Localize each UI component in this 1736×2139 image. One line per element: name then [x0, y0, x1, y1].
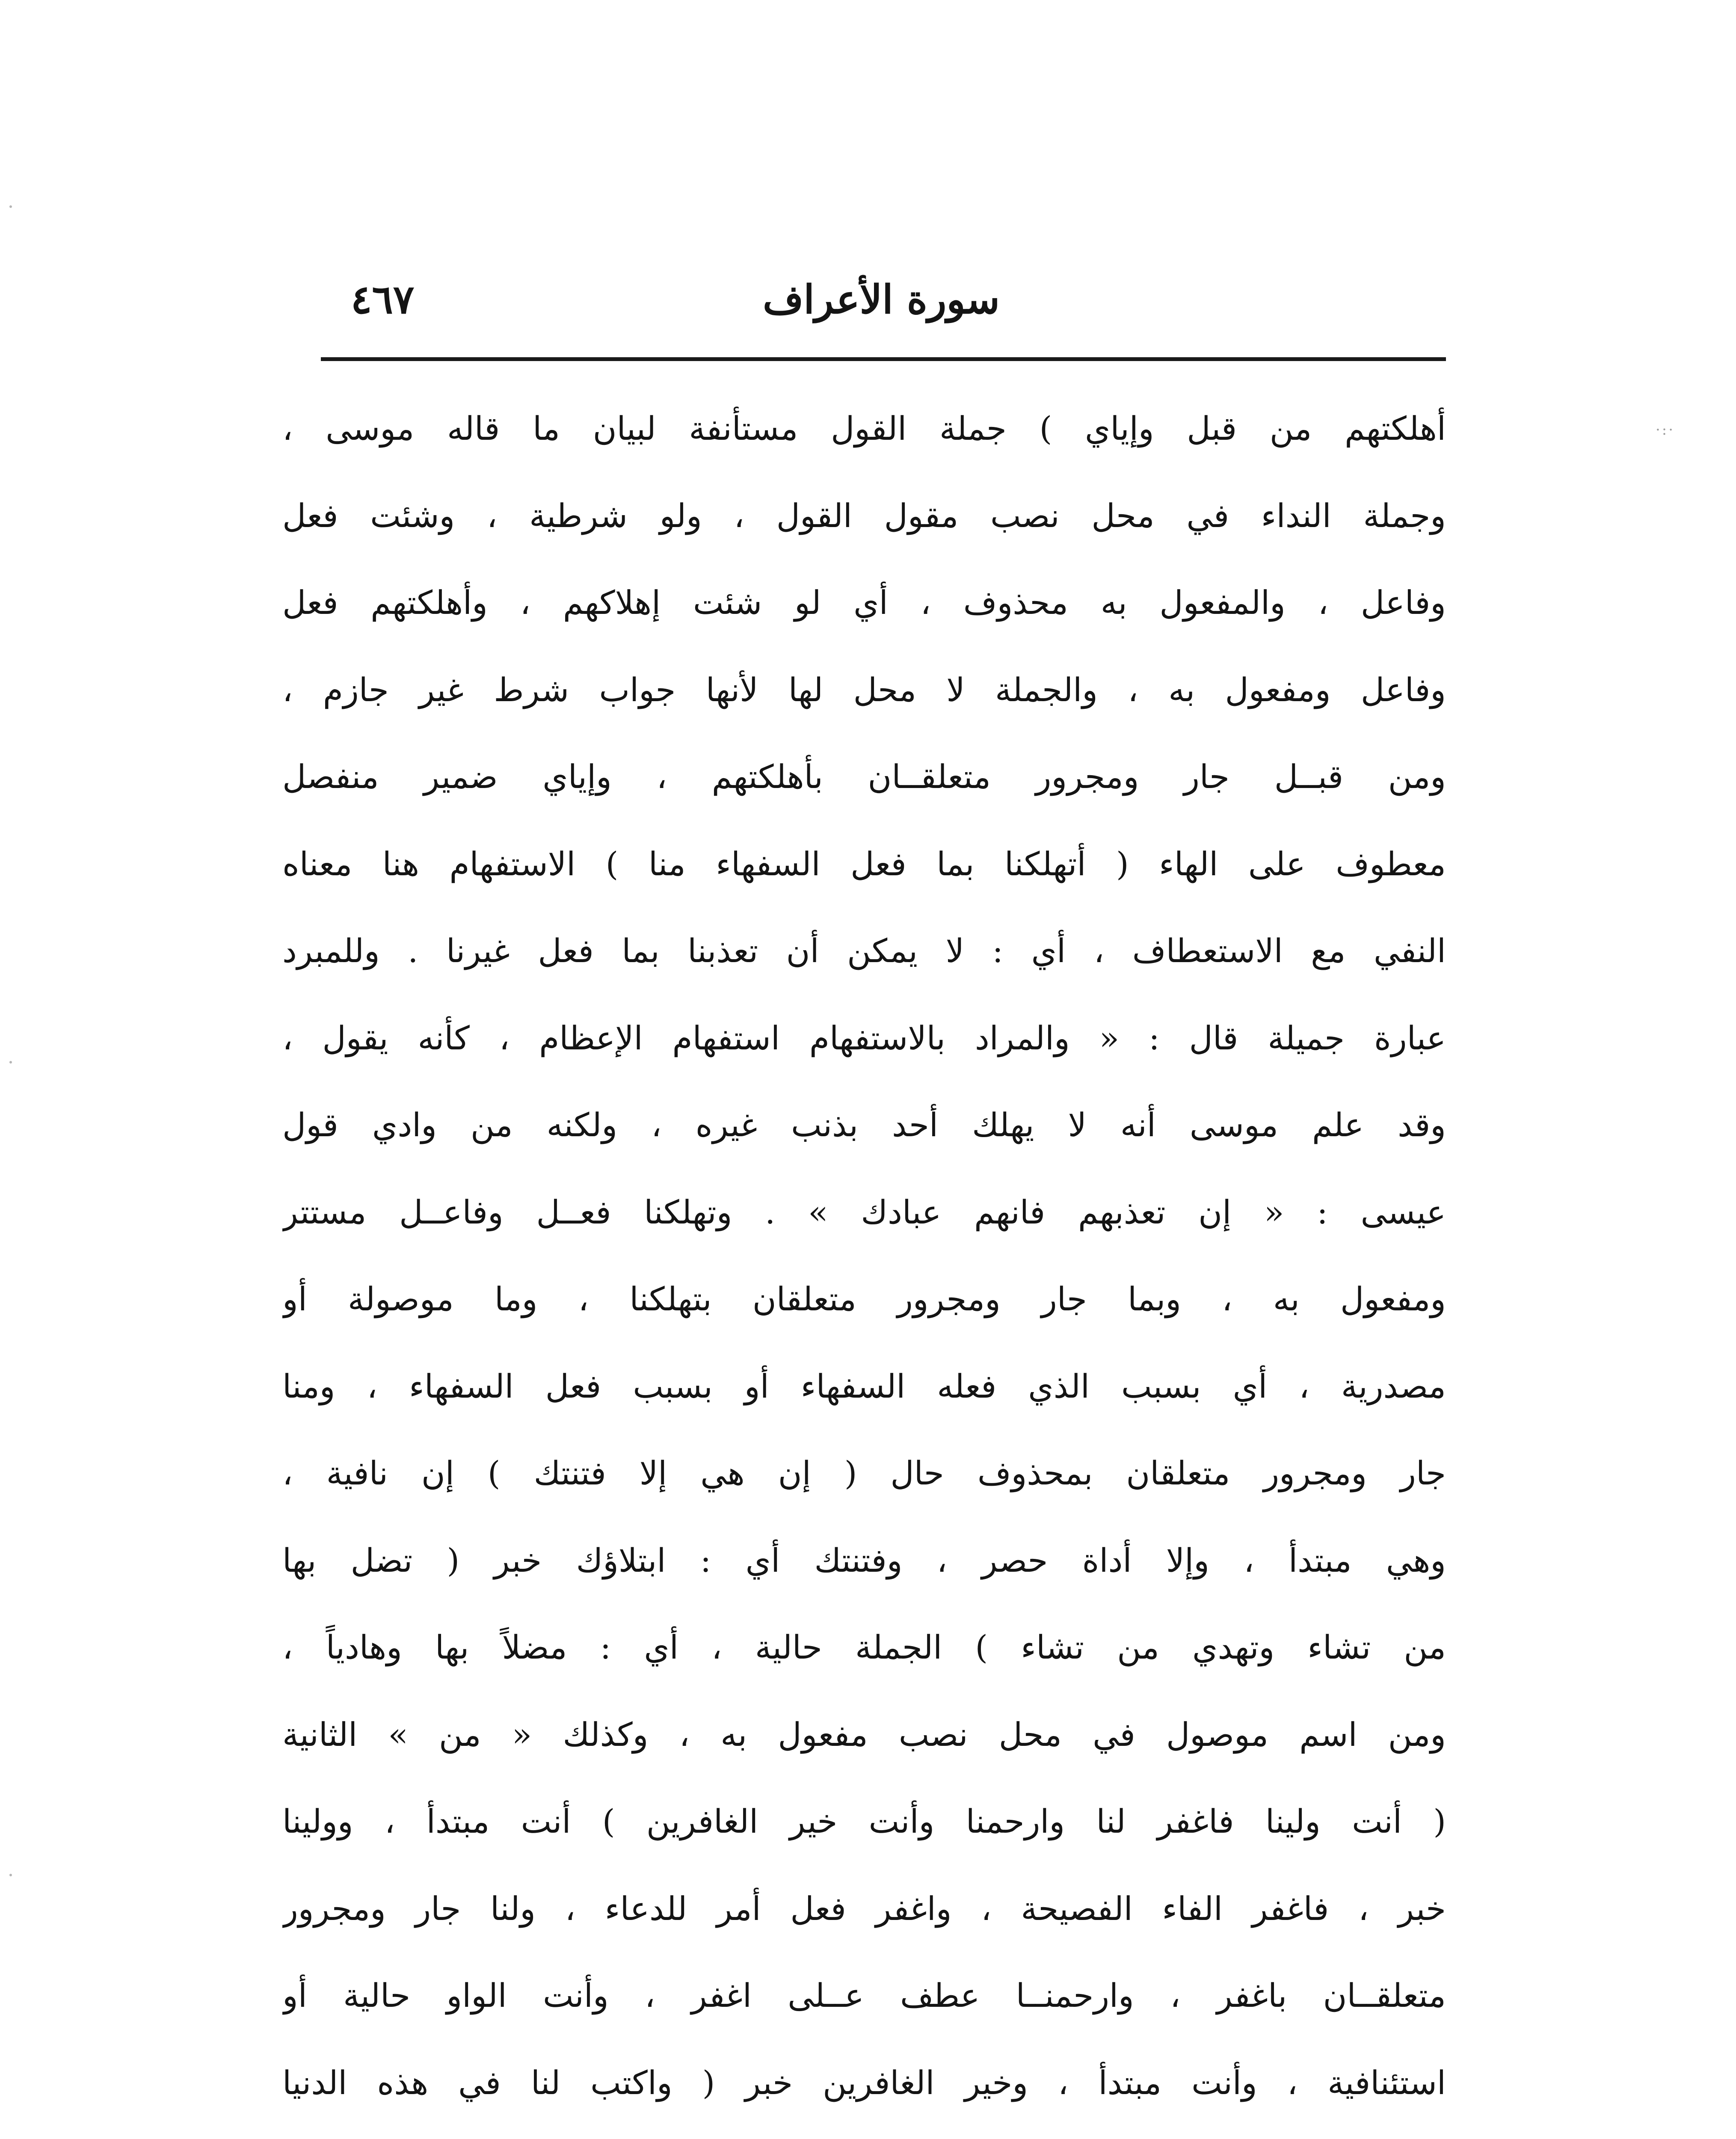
margin-mark: ·:· [1656, 421, 1675, 438]
surah-title: سورة الأعراف [763, 276, 1000, 323]
text-line: وفاعل ومفعول به ، والجملة لا محل لها لأنها جواب شرط غير جازم ، [282, 670, 1446, 709]
text-line: ومن قبــل جار ومجرور متعلقــان بأهلكتهم ، وإياي ضمير منفصل [282, 758, 1446, 796]
text-line: ومفعول به ، وبما جار ومجرور متعلقان بتهلكنا ، وما موصولة أو [282, 1280, 1446, 1318]
scan-dot [9, 1061, 12, 1064]
scan-dot [9, 1874, 12, 1876]
text-line: استئنافية ، وأنت مبتدأ ، وخير الغافرين خبر ( واكتب لنا في هذه الدنيا [282, 2063, 1446, 2102]
scan-dot [9, 205, 12, 208]
text-line: مصدرية ، أي بسبب الذي فعله السفهاء أو بسبب فعل السفهاء ، ومنا [282, 1367, 1446, 1405]
text-line: ومن اسم موصول في محل نصب مفعول به ، وكذلك « من » الثانية [282, 1715, 1446, 1754]
text-line: النفي مع الاستعطاف ، أي : لا يمكن أن تعذبنا بما فعل غيرنا . وللمبرد [282, 932, 1446, 970]
commentary-text [282, 385, 1446, 2139]
text-line: متعلقــان باغفر ، وارحمنــا عطف عــلى اغفر ، وأنت الواو حالية أو [282, 1976, 1446, 2015]
text-line: وفاعل ، والمفعول به محذوف ، أي لو شئت إهلاكهم ، وأهلكتهم فعل [282, 584, 1446, 622]
header-divider [321, 357, 1446, 361]
text-line: معطوف على الهاء ( أتهلكنا بما فعل السفهاء منا ) الاستفهام هنا معناه [282, 844, 1446, 883]
text-line: أهلكتهم من قبل وإياي ) جملة القول مستأنفة لبيان ما قاله موسى ، [282, 409, 1446, 447]
text-line: من تشاء وتهدي من تشاء ) الجملة حالية ، أي : مضلاً بها وهادياً ، [282, 1628, 1446, 1666]
text-line: عيسى : « إن تعذبهم فانهم عبادك » . وتهلكنا فعــل وفاعــل مستتر [282, 1193, 1446, 1231]
text-line: جار ومجرور متعلقان بمحذوف حال ( إن هي إلا فتنتك ) إن نافية ، [282, 1454, 1446, 1492]
page-header [317, 257, 1446, 342]
text-line [282, 2126, 1446, 2139]
text-line: عبارة جميلة قال : « والمراد بالاستفهام استفهام الإعظام ، كأنه يقول ، [282, 1019, 1446, 1057]
page-number: ٤٦٧ [351, 276, 415, 323]
text-line: وقد علم موسى أنه لا يهلك أحد بذنب غيره ، ولكنه من وادي قول [282, 1106, 1446, 1144]
text-line: وهي مبتدأ ، وإلا أداة حصر ، وفتنتك أي : ابتلاؤك خبر ( تضل بها [282, 1541, 1446, 1579]
text-line: وجملة النداء في محل نصب مقول القول ، ولو شرطية ، وشئت فعل [282, 496, 1446, 535]
text-line: خبر ، فاغفر الفاء الفصيحة ، واغفر فعل أمر للدعاء ، ولنا جار ومجرور [282, 1889, 1446, 1928]
text-line: ( أنت ولينا فاغفر لنا وارحمنا وأنت خير الغافرين ) أنت مبتدأ ، وولينا [282, 1802, 1446, 1840]
